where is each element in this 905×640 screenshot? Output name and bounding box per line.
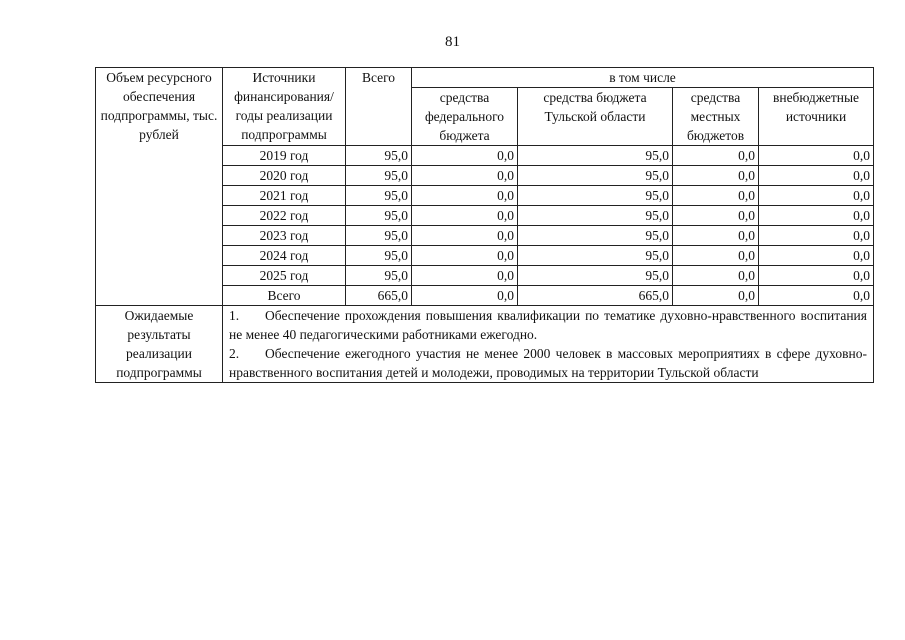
extra-cell: 0,0: [759, 186, 874, 206]
federal-cell: 0,0: [412, 246, 518, 266]
total-cell: 95,0: [346, 186, 412, 206]
sources-header: Источники финансирования/ годы реализации подпрограммы: [223, 68, 346, 146]
extra-cell: 0,0: [759, 246, 874, 266]
local-header: средства местных бюджетов: [673, 88, 759, 146]
extra-cell: 0,0: [759, 266, 874, 286]
local-cell: 0,0: [673, 226, 759, 246]
regional-header: средства бюджета Тульской области: [518, 88, 673, 146]
federal-cell: 0,0: [412, 266, 518, 286]
total-cell: 95,0: [346, 266, 412, 286]
resource-table: [95, 67, 874, 383]
local-cell: 0,0: [673, 266, 759, 286]
results-label: Ожидаемые результаты реализации подпрограммы: [96, 306, 223, 383]
extra-cell: 0,0: [759, 146, 874, 166]
local-cell: 0,0: [673, 206, 759, 226]
total-cell: 665,0: [346, 286, 412, 306]
total-cell: 95,0: [346, 206, 412, 226]
local-cell: 0,0: [673, 166, 759, 186]
local-cell: 0,0: [673, 286, 759, 306]
federal-cell: 0,0: [412, 166, 518, 186]
total-header: Всего: [346, 68, 412, 146]
extra-cell: 0,0: [759, 286, 874, 306]
regional-cell: 95,0: [518, 206, 673, 226]
total-cell: 95,0: [346, 246, 412, 266]
regional-cell: 665,0: [518, 286, 673, 306]
regional-cell: 95,0: [518, 266, 673, 286]
local-cell: 0,0: [673, 146, 759, 166]
local-cell: 0,0: [673, 246, 759, 266]
year-cell: Всего: [223, 286, 346, 306]
extra-cell: 0,0: [759, 206, 874, 226]
year-cell: 2022 год: [223, 206, 346, 226]
volume-header: Объем ресурсного обеспечения подпрограммы, тыс. рублей: [96, 68, 223, 306]
total-cell: 95,0: [346, 166, 412, 186]
total-cell: 95,0: [346, 226, 412, 246]
total-cell: 95,0: [346, 146, 412, 166]
federal-cell: 0,0: [412, 286, 518, 306]
federal-header: средства федерального бюджета: [412, 88, 518, 146]
extra-cell: 0,0: [759, 226, 874, 246]
result-text: Обеспечение прохождения повышения квалификации по тематике духовно-нравственного воспитания не менее 40 педагогическими работниками ежегодно.: [229, 308, 867, 342]
federal-cell: 0,0: [412, 206, 518, 226]
regional-cell: 95,0: [518, 186, 673, 206]
page-number: 81: [445, 34, 460, 50]
including-header: в том числе: [412, 68, 874, 88]
year-cell: 2023 год: [223, 226, 346, 246]
year-cell: 2020 год: [223, 166, 346, 186]
extra-header: внебюджетные источники: [759, 88, 874, 146]
year-cell: 2025 год: [223, 266, 346, 286]
result-item: [229, 306, 867, 344]
results-text: [223, 306, 874, 383]
result-item: [229, 344, 867, 382]
regional-cell: 95,0: [518, 246, 673, 266]
federal-cell: 0,0: [412, 186, 518, 206]
result-text: Обеспечение ежегодного участия не менее 2000 человек в массовых мероприятиях в сфере духовно-нравственного воспитания детей и молодежи, проводимых на территории Тульской области: [229, 346, 867, 380]
regional-cell: 95,0: [518, 146, 673, 166]
local-cell: 0,0: [673, 186, 759, 206]
extra-cell: 0,0: [759, 166, 874, 186]
regional-cell: 95,0: [518, 226, 673, 246]
year-cell: 2024 год: [223, 246, 346, 266]
regional-cell: 95,0: [518, 166, 673, 186]
federal-cell: 0,0: [412, 226, 518, 246]
result-number: 1.: [229, 308, 240, 323]
year-cell: 2021 год: [223, 186, 346, 206]
result-number: 2.: [229, 346, 240, 361]
federal-cell: 0,0: [412, 146, 518, 166]
year-cell: 2019 год: [223, 146, 346, 166]
